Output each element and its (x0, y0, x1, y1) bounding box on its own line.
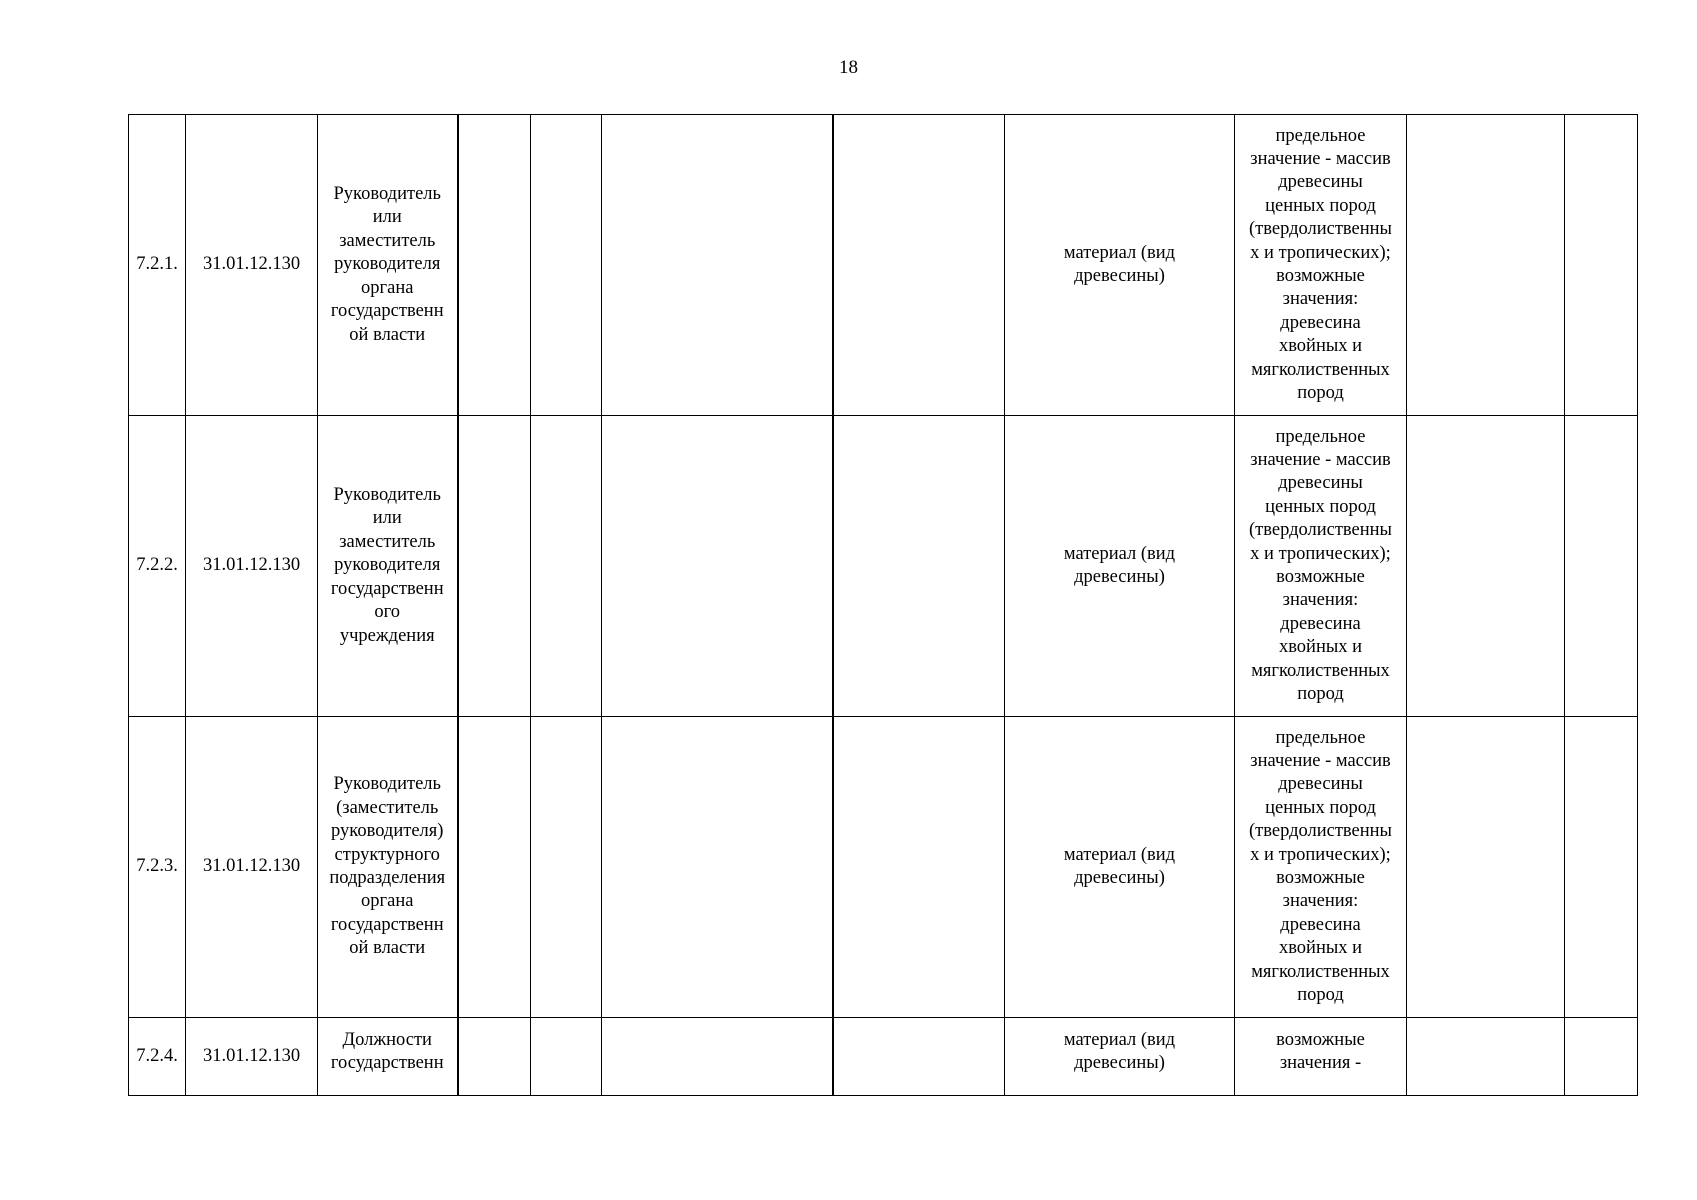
empty-cell (531, 115, 602, 416)
empty-cell (458, 1018, 531, 1096)
empty-cell (1565, 115, 1638, 416)
position-name: Руководитель или заместитель руководителя органа государственн ой власти (318, 115, 458, 416)
position-name: Руководитель (заместитель руководителя) структурного подразделения органа государственн ой власти (318, 717, 458, 1018)
empty-cell (602, 115, 833, 416)
characteristic-value: возможные значения - (1235, 1018, 1407, 1096)
characteristic-name: материал (вид древесины) (1005, 115, 1235, 416)
okpd-code: 31.01.12.130 (186, 416, 318, 717)
empty-cell (531, 717, 602, 1018)
empty-cell (1407, 1018, 1565, 1096)
empty-cell (833, 1018, 1005, 1096)
okpd-code: 31.01.12.130 (186, 717, 318, 1018)
position-name: Руководитель или заместитель руководителя государственн ого учреждения (318, 416, 458, 717)
empty-cell (1407, 115, 1565, 416)
characteristic-value: предельное значение - массив древесины ценных пород (твердолиственны х и тропических); возможные значения: древесина хвойных и мягколиственных пород (1235, 416, 1407, 717)
okpd-code: 31.01.12.130 (186, 115, 318, 416)
empty-cell (833, 717, 1005, 1018)
empty-cell (1565, 416, 1638, 717)
empty-cell (1565, 1018, 1638, 1096)
empty-cell (1565, 717, 1638, 1018)
empty-cell (602, 717, 833, 1018)
empty-cell (833, 115, 1005, 416)
empty-cell (458, 115, 531, 416)
empty-cell (1407, 717, 1565, 1018)
row-number: 7.2.3. (129, 717, 186, 1018)
row-number: 7.2.4. (129, 1018, 186, 1096)
empty-cell (602, 1018, 833, 1096)
empty-cell (531, 1018, 602, 1096)
table-row (129, 1018, 1638, 1096)
empty-cell (531, 416, 602, 717)
characteristic-value: предельное значение - массив древесины ценных пород (твердолиственны х и тропических); возможные значения: древесина хвойных и мягколиственных пород (1235, 717, 1407, 1018)
characteristic-value: предельное значение - массив древесины ценных пород (твердолиственны х и тропических); возможные значения: древесина хвойных и мягколиственных пород (1235, 115, 1407, 416)
requirements-table (128, 114, 1638, 1096)
empty-cell (602, 416, 833, 717)
position-name: Должности государственн (318, 1018, 458, 1096)
row-number: 7.2.1. (129, 115, 186, 416)
empty-cell (1407, 416, 1565, 717)
table-row (129, 717, 1638, 1018)
empty-cell (458, 416, 531, 717)
table-row (129, 416, 1638, 717)
okpd-code: 31.01.12.130 (186, 1018, 318, 1096)
row-number: 7.2.2. (129, 416, 186, 717)
empty-cell (833, 416, 1005, 717)
empty-cell (458, 717, 531, 1018)
characteristic-name: материал (вид древесины) (1005, 717, 1235, 1018)
characteristic-name: материал (вид древесины) (1005, 1018, 1235, 1096)
page-number: 18 (839, 57, 858, 78)
characteristic-name: материал (вид древесины) (1005, 416, 1235, 717)
table-row (129, 115, 1638, 416)
